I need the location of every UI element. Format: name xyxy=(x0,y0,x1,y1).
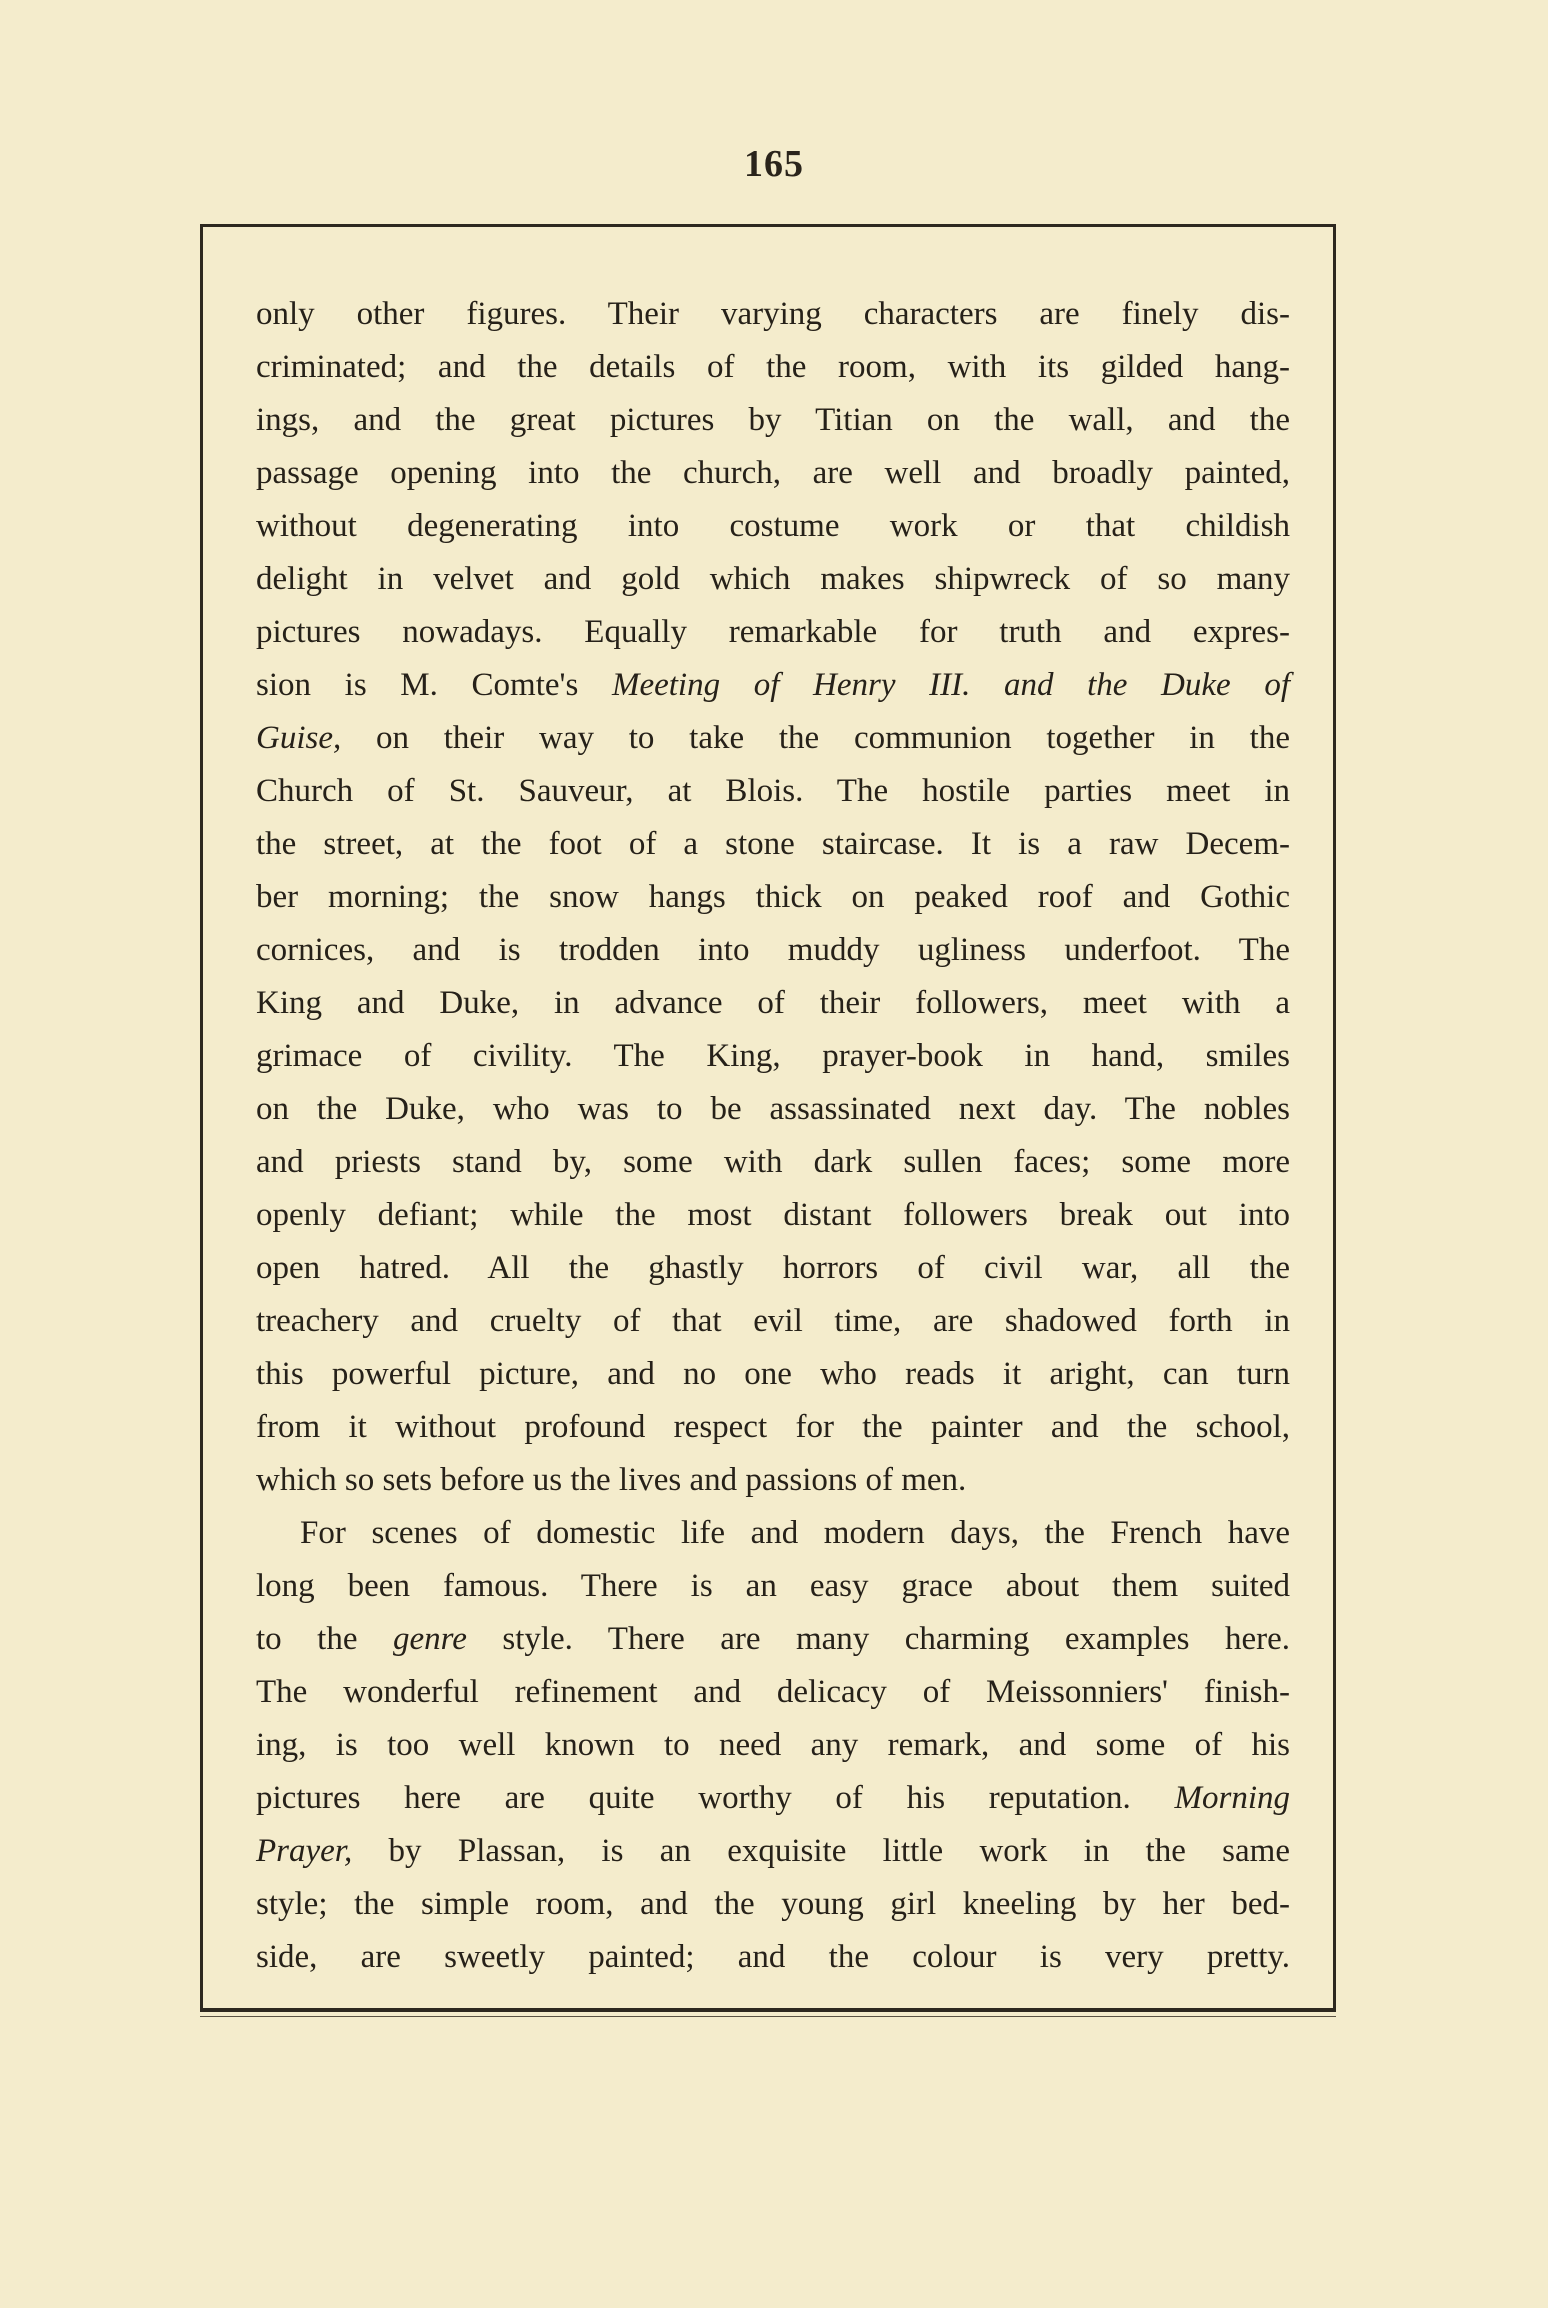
text-line: long been famous. There is an easy grace about them suited xyxy=(256,1568,1290,1604)
frame-bottom-rule xyxy=(200,2016,1336,2017)
text-line: open hatred. All the ghastly horrors of civil war, all the xyxy=(256,1250,1290,1286)
text-line: and priests stand by, some with dark sullen faces; some more xyxy=(256,1144,1290,1180)
italic-term: genre xyxy=(392,1621,467,1657)
text-line xyxy=(256,712,1290,765)
text-line: passage opening into the church, are well and broadly painted, xyxy=(256,455,1290,491)
text-line: pictures nowadays. Equally remarkable for truth and expres- xyxy=(256,614,1290,650)
artwork-title: Morning xyxy=(1174,1780,1290,1816)
text-line: ber morning; the snow hangs thick on peaked roof and Gothic xyxy=(256,879,1290,915)
text-line xyxy=(256,1825,1290,1878)
artwork-title: Meeting of Henry III. and the Duke of xyxy=(611,667,1290,703)
text-line: treachery and cruelty of that evil time, are shadowed forth in xyxy=(256,1303,1290,1339)
page-number: 165 xyxy=(744,143,804,185)
text-line: without degenerating into costume work or that childish xyxy=(256,508,1290,544)
text-line: cornices, and is trodden into muddy ugliness underfoot. The xyxy=(256,932,1290,968)
text-line: For scenes of domestic life and modern days, the French have xyxy=(300,1515,1290,1551)
text-line: The wonderful refinement and delicacy of Meissonniers' finish- xyxy=(256,1674,1290,1710)
text-line: side, are sweetly painted; and the colour is very pretty. xyxy=(256,1939,1290,1975)
text-run: to the xyxy=(256,1621,393,1657)
text-line: grimace of civility. The King, prayer-book in hand, smiles xyxy=(256,1038,1290,1074)
text-run: on their way to take the communion together in the xyxy=(341,720,1290,756)
text-line: King and Duke, in advance of their followers, meet with a xyxy=(256,985,1290,1021)
text-line: criminated; and the details of the room, with its gilded hang- xyxy=(256,349,1290,385)
text-line xyxy=(256,659,1290,712)
text-line: openly defiant; while the most distant followers break out into xyxy=(256,1197,1290,1233)
text-line: ings, and the great pictures by Titian on the wall, and the xyxy=(256,402,1290,438)
text-line: style; the simple room, and the young girl kneeling by her bed- xyxy=(256,1886,1290,1922)
text-line: only other figures. Their varying characters are finely dis- xyxy=(256,296,1290,332)
text-run: sion is M. Comte's xyxy=(256,667,612,703)
artwork-title: Guise, xyxy=(256,720,342,756)
text-run: by Plassan, is an exquisite little work in the same xyxy=(352,1833,1290,1869)
text-run: style. There are many charming examples here. xyxy=(466,1621,1291,1657)
text-line: from it without profound respect for the painter and the school, xyxy=(256,1409,1290,1445)
text-line: which so sets before us the lives and passions of men. xyxy=(256,1462,967,1498)
text-line: Church of St. Sauveur, at Blois. The hostile parties meet in xyxy=(256,773,1290,809)
text-line: this powerful picture, and no one who reads it aright, can turn xyxy=(256,1356,1290,1392)
text-line: on the Duke, who was to be assassinated next day. The nobles xyxy=(256,1091,1290,1127)
body-text xyxy=(256,288,1290,1984)
text-line: delight in velvet and gold which makes shipwreck of so many xyxy=(256,561,1290,597)
text-line xyxy=(256,1772,1290,1825)
text-line: ing, is too well known to need any remark, and some of his xyxy=(256,1727,1290,1763)
text-line xyxy=(256,1613,1290,1666)
text-run: pictures here are quite worthy of his reputation. xyxy=(256,1780,1175,1816)
text-line: the street, at the foot of a stone staircase. It is a raw Decem- xyxy=(256,826,1290,862)
artwork-title: Prayer, xyxy=(256,1833,353,1869)
